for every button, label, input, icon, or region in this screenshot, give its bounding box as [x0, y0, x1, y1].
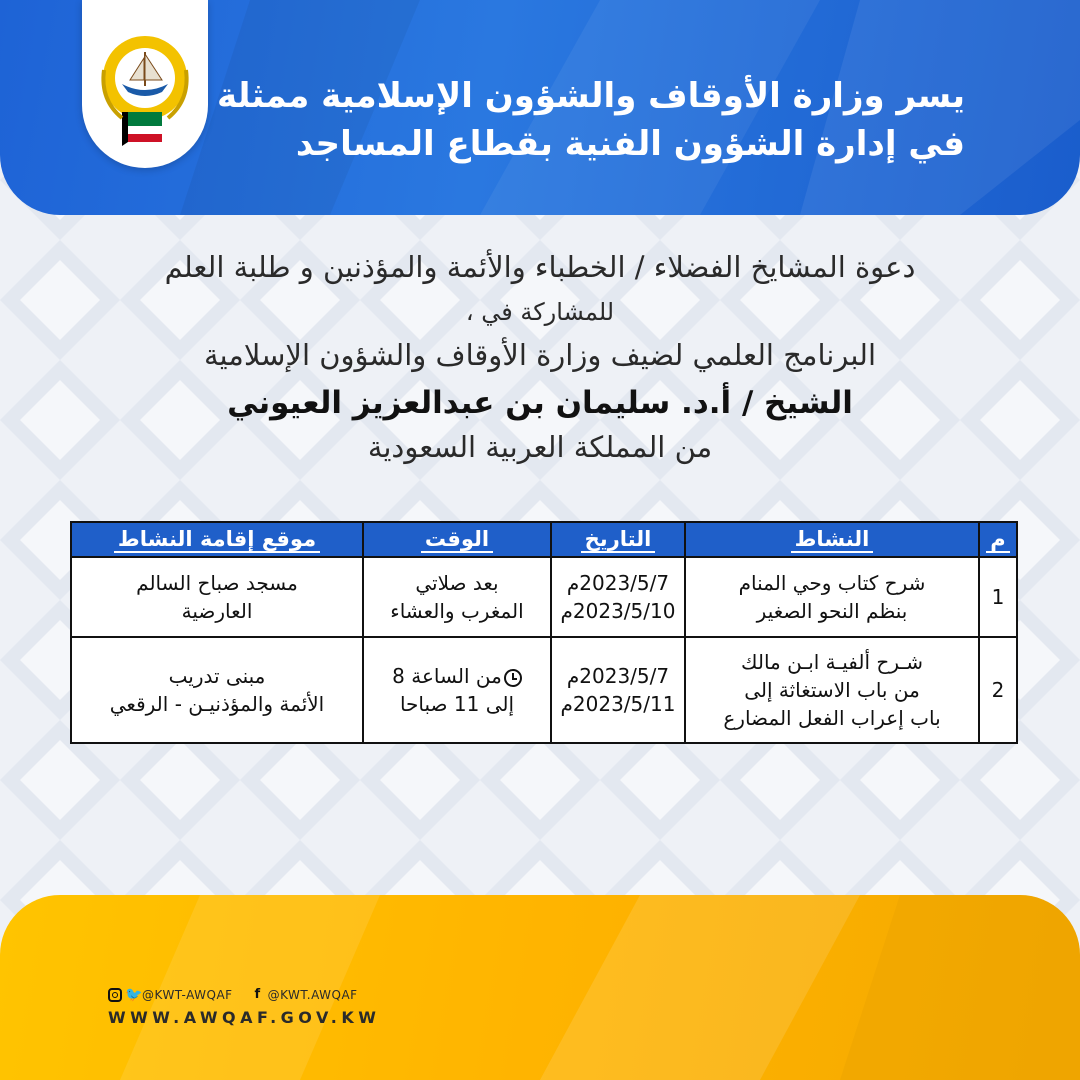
header-title-line1: يسر وزارة الأوقاف والشؤون الإسلامية ممثلة	[217, 76, 965, 116]
cell-time	[363, 557, 551, 637]
cell-activity	[685, 557, 979, 637]
cell-num: 1	[979, 557, 1017, 637]
location-line: مبنى تدريب	[168, 664, 266, 688]
cell-location	[71, 557, 363, 637]
activity-line: من باب الاستغاثة إلى	[744, 678, 920, 702]
time-start: من الساعة 8	[392, 664, 502, 688]
cell-date	[551, 557, 685, 637]
time-line: إلى 11 صباحا	[399, 692, 515, 716]
time-line: بعد صلاتي	[415, 571, 499, 595]
website-url[interactable]: WWW.AWQAF.GOV.KW	[108, 1008, 381, 1027]
header-title	[205, 72, 965, 168]
header-num: م	[979, 522, 1017, 557]
date-start: 2023/5/7م	[566, 664, 670, 688]
header-location: موقع إقامة النشاط	[71, 522, 363, 557]
table-header-row	[71, 522, 1017, 557]
intro-line-invitation: دعوة المشايخ الفضلاء / الخطباء والأئمة والمؤذنين و طلبة العلم	[164, 250, 916, 284]
header-activity: النشاط	[685, 522, 979, 557]
twitter-handle[interactable]: @KWT-AWQAF	[142, 988, 233, 1002]
cell-num: 2	[979, 637, 1017, 743]
ministry-logo-icon	[82, 0, 208, 168]
intro-line-program: البرنامج العلمي لضيف وزارة الأوقاف والشؤون الإسلامية	[204, 338, 876, 372]
date-end: 2023/5/11م	[560, 692, 676, 716]
header-date: التاريخ	[551, 522, 685, 557]
date-start: 2023/5/7م	[566, 571, 670, 595]
intro-line-sheikh-name: الشيخ / أ.د. سليمان بن عبدالعزيز العيوني	[227, 385, 853, 421]
activity-line: بنظم النحو الصغير	[756, 599, 908, 623]
twitter-icon[interactable]: 🐦	[125, 987, 143, 1003]
location-line: مسجد صباح السالم	[136, 571, 298, 595]
header-time: الوقت	[363, 522, 551, 557]
header-title-line2: في إدارة الشؤون الفنية بقطاع المساجد	[295, 124, 965, 164]
table-row	[71, 557, 1017, 637]
table-row	[71, 637, 1017, 743]
facebook-icon[interactable]: f	[254, 987, 261, 1002]
activity-line: شـرح ألفيـة ابـن مالك	[741, 650, 923, 674]
intro-line-country: من المملكة العربية السعودية	[367, 430, 713, 464]
activity-line: باب إعراب الفعل المضارع	[723, 706, 941, 730]
cell-time	[363, 637, 551, 743]
cell-activity	[685, 637, 979, 743]
program-table	[70, 521, 1018, 744]
location-line: الأئمة والمؤذنيـن - الرقعي	[109, 692, 325, 716]
time-line	[370, 662, 544, 690]
activity-line: شرح كتاب وحي المنام	[738, 571, 926, 595]
clock-icon	[504, 669, 522, 687]
date-end: 2023/5/10م	[560, 599, 676, 623]
ministry-logo	[82, 0, 208, 168]
time-line: المغرب والعشاء	[390, 599, 524, 623]
instagram-icon[interactable]	[108, 988, 122, 1002]
location-line: العارضية	[181, 599, 253, 623]
social-handles	[108, 988, 358, 1002]
intro-line-participation: للمشاركة في ،	[465, 298, 615, 326]
cell-location	[71, 637, 363, 743]
facebook-handle[interactable]: @KWT.AWQAF	[267, 988, 358, 1002]
cell-date	[551, 637, 685, 743]
